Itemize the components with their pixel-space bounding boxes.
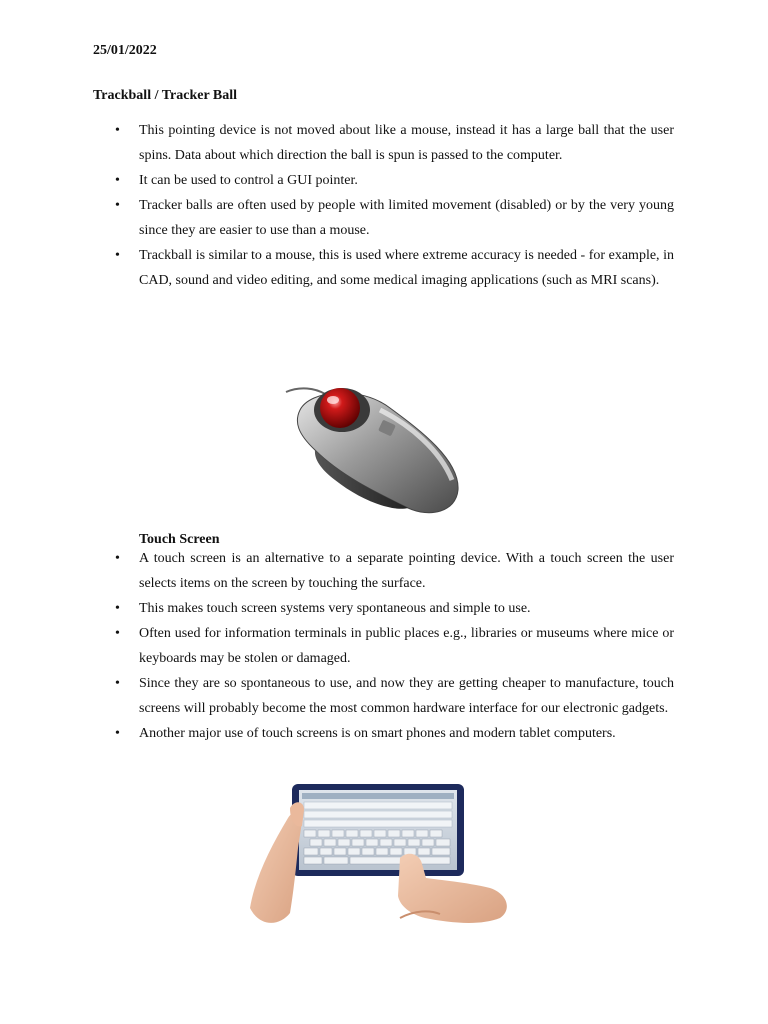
list-item: • Tracker balls are often used by people with limited movement (disabled) or by the very young since they are easier to use than a mouse. (139, 193, 674, 243)
list-item: • Another major use of touch screens is on smart phones and modern tablet computers. (139, 721, 674, 746)
touch-screen-bullet-list (139, 546, 674, 746)
list-item: • It can be used to control a GUI pointer. (139, 168, 674, 193)
list-item: • Since they are so spontaneous to use, and now they are getting cheaper to manufacture, touch screens will probably become the most common hardware interface for our electronic gadgets. (139, 671, 674, 721)
touchscreen-tablet-image (250, 778, 515, 928)
trackball-bullet-list (139, 118, 674, 293)
list-item: • Often used for information terminals in public places e.g., libraries or museums where mice or keyboards may be stolen or damaged. (139, 621, 674, 671)
document-date: 25/01/2022 (93, 43, 157, 58)
section-heading-touch-screen: Touch Screen (139, 532, 220, 547)
list-item: • This makes touch screen systems very spontaneous and simple to use. (139, 596, 674, 621)
list-item: • This pointing device is not moved about like a mouse, instead it has a large ball that the user spins. Data about which direction the ball is spun is passed to the computer. (139, 118, 674, 168)
section-heading-trackball: Trackball / Tracker Ball (93, 88, 238, 103)
list-item: • Trackball is similar to a mouse, this is used where extreme accuracy is needed - for example, in CAD, sound and video editing, and some medical imaging applications (such as MRI scans). (139, 243, 674, 293)
list-item: • A touch screen is an alternative to a separate pointing device. With a touch screen the user selects items on the screen by touching the surface. (139, 546, 674, 596)
trackball-image (280, 380, 465, 520)
